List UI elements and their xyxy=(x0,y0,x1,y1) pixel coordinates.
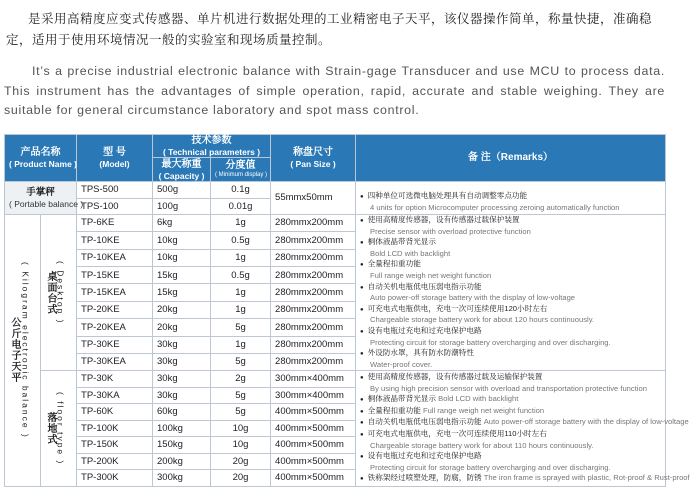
capacity-cell: 30kg xyxy=(153,387,211,404)
capacity-cell: 10kg xyxy=(153,249,211,266)
remark-cn: 桐体液晶带背光显示 xyxy=(367,394,436,404)
header-capacity-cn: 最大称重 xyxy=(161,158,202,170)
model-cell: TP-20KEA xyxy=(77,319,153,336)
remark-en: Protecting circuit for storage battery overcharging and over discharging. xyxy=(370,462,611,472)
model-cell: TP-30K xyxy=(77,371,153,388)
remark-en: Auto power-off storage battery with the display of low-voltage xyxy=(370,293,576,303)
pan-cell: 300mm×400mm xyxy=(271,371,356,388)
remark-cn: ● 可充电式电瓶供电，充电一次可连续使用110小时左右 xyxy=(360,429,661,441)
division-cell: 0.01g xyxy=(211,198,271,215)
remark-cn: ● 全量程扣重功能 xyxy=(360,259,661,271)
model-cell: TP-20KE xyxy=(77,301,153,318)
remark-cn-inline xyxy=(360,394,661,406)
remark-cn: 全量程扣重功能 xyxy=(367,405,421,415)
table-row xyxy=(5,215,666,232)
capacity-cell: 20kg xyxy=(153,301,211,318)
portable-name-en: ( Portable balance ) xyxy=(9,198,84,209)
remark-cn-inline xyxy=(360,406,661,418)
floor-category xyxy=(41,371,77,487)
portable-name-cn: 手掌秤 xyxy=(26,187,55,198)
portable-category xyxy=(5,182,84,215)
remark-en: Protecting circuit for storage battery overcharging and over discharging. xyxy=(370,337,611,347)
pan-cell: 280mmx200mm xyxy=(271,232,356,249)
desktop-name-en: ( Desktop ) xyxy=(55,260,66,325)
capacity-cell: 500g xyxy=(153,182,211,199)
division-cell: 1g xyxy=(211,215,271,232)
kilogram-balance-group xyxy=(5,215,41,487)
division-cell: 2g xyxy=(211,371,271,388)
remark-cn: ● 自动关机电瓶低电压弱电指示功能 xyxy=(360,282,661,294)
division-cell: 20g xyxy=(211,470,271,487)
pan-cell: 280mmx200mm xyxy=(271,301,356,318)
remark-en: Water-proof cover. xyxy=(370,359,433,369)
remark-cn: ● 设有电瓶过充电和过充电保护电路 xyxy=(360,326,661,338)
table-row xyxy=(5,182,666,199)
capacity-cell: 150kg xyxy=(153,437,211,454)
remark-en: Full range weigh net weight function xyxy=(370,270,492,280)
model-cell: TP-30KA xyxy=(77,387,153,404)
header-model-cn: 型 号 xyxy=(103,147,126,158)
capacity-cell: 60kg xyxy=(153,404,211,421)
capacity-cell: 100kg xyxy=(153,420,211,437)
division-cell: 10g xyxy=(211,420,271,437)
floor-remarks xyxy=(356,371,690,487)
division-cell: 5g xyxy=(211,404,271,421)
model-cell: TP-200K xyxy=(77,453,153,470)
model-cell: TP-6KE xyxy=(77,215,153,232)
remark-en: Bold LCD with backlight xyxy=(370,248,451,258)
desktop-remarks xyxy=(356,215,666,371)
model-cell: TP-100K xyxy=(77,420,153,437)
division-cell: 0.1g xyxy=(211,182,271,199)
division-cell: 1g xyxy=(211,249,271,266)
header-product-name xyxy=(5,135,77,182)
model-cell: TP-150K xyxy=(77,437,153,454)
division-cell: 0.5g xyxy=(211,232,271,249)
remark-cn: ● 设有电瓶过充电和过充电保护电路 xyxy=(360,451,661,463)
model-cell: TP-15KEA xyxy=(77,284,153,301)
division-cell: 1g xyxy=(211,284,271,301)
model-cell: TP-30KE xyxy=(77,336,153,353)
model-cell: TPS-100 xyxy=(77,198,153,215)
header-capacity-en: ( Capacity ) xyxy=(158,170,205,181)
pan-cell: 400mm×500mm xyxy=(271,470,356,487)
remark-en: Bold LCD with backlight xyxy=(438,394,519,404)
capacity-cell: 15kg xyxy=(153,267,211,284)
division-cell: 5g xyxy=(211,387,271,404)
intro-chinese-paragraph: 是采用高精度应变式传感器、单片机进行数据处理的工业精密电子天平，该仪器操作简单，称量快捷，准确稳定，适用于使用环境情况一般的实验室和现场质量控制。 xyxy=(6,11,653,47)
pan-cell: 280mmx200mm xyxy=(271,249,356,266)
header-capacity xyxy=(153,158,211,182)
intro-english-paragraph: It’s a precise industrial electronic balance with Strain-gage Transducer and use MCU to process data. This instrument has the advantages of simple operation, rapid, accurate and stable weighing. They are suitable for general circumstance laboratory and spot mass control. xyxy=(4,64,665,117)
header-division-en: ( Minimum display ) xyxy=(215,172,268,178)
remark-en: Full range weigh net weight function xyxy=(422,405,545,415)
model-cell: TP-60K xyxy=(77,404,153,421)
capacity-cell: 20kg xyxy=(153,319,211,336)
capacity-cell: 30kg xyxy=(153,336,211,353)
remark-en: 4 units for option Microcomputer processing zeroing automatically function xyxy=(370,202,620,212)
header-product-name-en: ( Product Name ) xyxy=(9,159,78,169)
header-tech-params xyxy=(153,135,271,158)
floor-name-cn: 落地式 xyxy=(45,412,56,446)
header-product-name-cn: 产品名称 xyxy=(20,147,61,158)
header-tech-en: ( Technical parameters ) xyxy=(162,147,261,157)
remark-en: Precise sensor with overload protective function xyxy=(370,226,531,236)
portable-remarks xyxy=(356,182,666,215)
pan-cell: 55mmx50mm xyxy=(271,182,356,215)
remark-cn: ● 外设防水罩，具有防水防潮特性 xyxy=(360,348,661,360)
capacity-cell: 15kg xyxy=(153,284,211,301)
pan-cell: 400mm×500mm xyxy=(271,404,356,421)
remark-cn: 自动关机电瓶低电压弱电指示功能 xyxy=(367,417,482,427)
group-name-en: ( Kilogram electronic balance ) xyxy=(20,262,31,439)
model-cell: TP-15KE xyxy=(77,267,153,284)
model-cell: TPS-500 xyxy=(77,182,153,199)
pan-cell: 400mm×500mm xyxy=(271,420,356,437)
remark-cn: 铁称架经过喷塑处理，防腐，防锈 xyxy=(367,473,482,483)
header-pan-size xyxy=(271,135,356,182)
desktop-category xyxy=(41,215,77,371)
header-model xyxy=(77,135,153,182)
remark-cn: ● 桐体液晶带背光显示 xyxy=(360,237,661,249)
header-division-cn: 分度值 xyxy=(225,160,256,171)
pan-cell: 300mm×400mm xyxy=(271,387,356,404)
division-cell: 1g xyxy=(211,336,271,353)
remark-cn: ● 使用高精度传感器，设有传感器过载保护装置 xyxy=(360,215,661,227)
remark-en: Chargeable storage battery work for about 120 hours continuously. xyxy=(370,315,595,325)
pan-cell: 280mmx200mm xyxy=(271,353,356,370)
capacity-cell: 30kg xyxy=(153,353,211,370)
model-cell: TP-10KEA xyxy=(77,249,153,266)
pan-cell: 400mm×500mm xyxy=(271,453,356,470)
spec-table xyxy=(4,134,690,487)
group-name-cn: 公斤电子天平 xyxy=(9,317,20,384)
pan-cell: 280mmx200mm xyxy=(271,284,356,301)
division-cell: 5g xyxy=(211,319,271,336)
remark-cn: ● 四种单位可选微电脑处理具有自动调整零点功能 xyxy=(360,191,661,203)
model-cell: TP-30KEA xyxy=(77,353,153,370)
capacity-cell: 30kg xyxy=(153,371,211,388)
desktop-name-cn: 桌面台式 xyxy=(45,270,56,315)
table-row xyxy=(5,371,666,388)
remark-cn-inline xyxy=(360,473,690,485)
division-cell: 10g xyxy=(211,437,271,454)
header-row-1 xyxy=(5,135,666,158)
division-cell: 20g xyxy=(211,453,271,470)
header-pan-en: ( Pan Size ) xyxy=(290,159,336,169)
remark-cn: ● 可充电式电瓶供电，充电一次可连续使用120小时左右 xyxy=(360,304,661,316)
header-division xyxy=(211,158,271,182)
division-cell: 5g xyxy=(211,353,271,370)
capacity-cell: 10kg xyxy=(153,232,211,249)
pan-cell: 280mmx200mm xyxy=(271,319,356,336)
remark-en: The iron frame is sprayed with plastic, Rot-proof & Rust-proof xyxy=(483,473,690,483)
model-cell: TP-10KE xyxy=(77,232,153,249)
remark-en: Chargeable storage battery work for about 110 hours continuously. xyxy=(370,440,594,450)
remark-en: Auto power-off storage battery with the display of low-voltage xyxy=(483,417,689,427)
header-remarks-label: 备 注（Remarks） xyxy=(468,152,554,163)
capacity-cell: 300kg xyxy=(153,470,211,487)
remark-cn-inline xyxy=(360,417,689,429)
capacity-cell: 100g xyxy=(153,198,211,215)
division-cell: 0.5g xyxy=(211,267,271,284)
remark-cn: ● 使用高精度传感器，设有传感器过载及运输保护装置 xyxy=(360,372,661,384)
header-remarks xyxy=(356,135,666,182)
model-cell: TP-300K xyxy=(77,470,153,487)
header-pan-cn: 称盘尺寸 xyxy=(293,147,334,158)
pan-cell: 280mmx200mm xyxy=(271,267,356,284)
capacity-cell: 6kg xyxy=(153,215,211,232)
capacity-cell: 200kg xyxy=(153,453,211,470)
pan-cell: 400mm×500mm xyxy=(271,437,356,454)
division-cell: 1g xyxy=(211,301,271,318)
pan-cell: 280mmx200mm xyxy=(271,215,356,232)
floor-name-en: ( floor type ) xyxy=(55,391,66,466)
pan-cell: 280mmx200mm xyxy=(271,336,356,353)
header-model-en: (Model) xyxy=(99,159,130,169)
remark-en: By using high precision sensor with overload and transportation protective function xyxy=(370,383,647,393)
header-tech-cn: 技术参数 xyxy=(191,135,232,146)
